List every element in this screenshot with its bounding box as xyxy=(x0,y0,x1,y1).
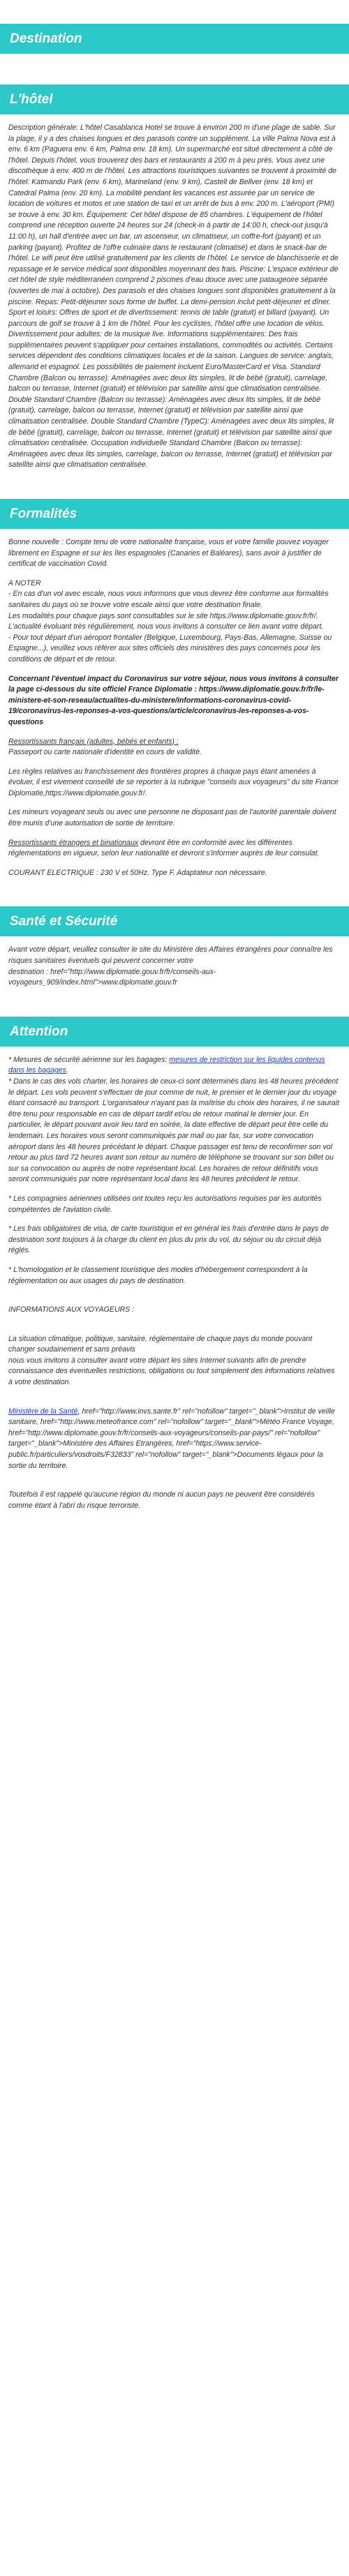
formalites-french-nationals xyxy=(8,737,341,758)
hotel-content xyxy=(0,114,349,471)
attention-useful-links xyxy=(8,1407,341,1472)
liquid-restrictions-link[interactable]: mesures de restriction sur les liquides contenus dans les bagages xyxy=(8,1055,325,1075)
formalites-note: A NOTER - En cas d'un vol avec escale, nous vous informons que vous devrez être conforme aux formalités sanitaires du pays où se trouve votre escale ainsi que votre destination finale. Les modalités pour chaque pays sont consultables sur le site https://www.diplomatie.gouv.fr/fr/. L'actualité évoluant très régulièrement, nous vous invitons à consulter ce lien avant votre départ. - Pour tout départ d'un aéroport frontalier (Belgique, Luxembourg, Pays-Bas, Allemagne, Suisse ou Espagne...), veuillez vous référer aux sites officiels des ministères des pays concernés pour les conditions de départ et de retour. xyxy=(8,578,332,664)
formalites-border-rules: Les règles relatives au franchissement des frontières propres à chaque pays étant amenées à évoluer, il est vivement conseillé de se reporter à la rubrique "conseils aux voyageurs" du site France Diplomatie,https://www.diplomatie.gouv.fr/. xyxy=(8,767,339,797)
french-nationals-text: Passeport ou carte nationale d'identité en cours de validité. xyxy=(8,748,202,757)
formalites-coronavirus-notice: Concernant l'éventuel impact du Coronavirus sur votre séjour, nous vous invitons à consulter la page ci-dessous du site officiel France Diplomatie : https://www.diplomatie.gouv.fr/fr/le-ministere-et-son-reseau/actualites-du-ministere/informations-coronavirus-covid-19/coronavirus-les-reponses-a-vos-questions/article/coronavirus-les-reponses-a-vos-questions xyxy=(8,674,339,726)
attention-traveler-info-heading: INFORMATIONS AUX VOYAGEURS : xyxy=(8,1305,135,1315)
attention-luggage xyxy=(8,1055,341,1077)
useful-links-text: , href="http://www.invs.sante.fr" rel="nofollow" target="_blank">Institut de veille sanitaire, href="http://www.meteofrance.com" rel="nofollow" target="_blank">Météo France Voyage, href="http://www.diplomatie.gouv.fr/fr/conseils-aux-voyageurs/conseils-par-pays/" rel="nofollow" target="_blank">Ministère des Affaires Etrangères, href="https://www.service-public.fr/particuliers/vosdroits/F32833" rel="nofollow" target="_blank">Documents légaux pour la sortie du territoire. xyxy=(8,1407,335,1470)
attention-accommodation-rating: * L'homologation et le classement touristique des modes d'hébergement correspondent à la réglementation ou aux usages du pays de destination. xyxy=(8,1265,308,1285)
attention-charter-flights: * Dans le cas des vols charter, les horaires de ceux-ci sont déterminés dans les 48 heures précédent le départ. Les vols peuvent s'effectuer de jour comme de nuit, le premier et le dernier jour du voyage étant consacré au transport. L'organisateur n'ayant pas la maîtrise du choix des horaires, il ne saurait être tenu pour responsable en cas de départ tardif et/ou de retour matinal le dernier jour. En particulier, le départ pouvant avoir lieu tard en soirée, la date effective de départ peut être celle du lendemain. Les horaires vous seront communiqués par mail ou par fax, sur votre convocation aéroport dans les 48 heures précédant le départ. Chaque passager est tenu de reconfirmer son vol retour au plus tard 72 heures avant son retour au numéro de téléphone se trouvant sur son billet ou sur sa convocation ou auprès de notre représentant local. Les horaires de retour définitifs vous seront communiqués par notre représentant local dans les 48 heures précédent le retour. xyxy=(8,1077,339,1184)
sante-content xyxy=(0,936,349,988)
luggage-prefix: * Mesures de sécurité aérienne sur les bagages: xyxy=(8,1055,170,1064)
attention-situation: La situation climatique, politique, sanitaire, réglementaire de chaque pays du monde pouvant changer soudainement et sans préavis nous vous invitons à consulter avant votre départ les sites Internet suivants afin de prendre connaissance des éventuelles restrictions, obligations ou tout simplement des informations relatives à votre destination. xyxy=(8,1334,335,1387)
sante-advice: Avant votre départ, veuillez consulter le site du Ministère des Affaires étrangères pour connaître les risques sanitaires éventuels qui peuvent concerner votre destination : href="http://www.diplomatie.gouv.fr/fr/conseils-aux-voyageurs_909/index.html">www.diplomatie.gouv.fr xyxy=(8,945,333,987)
attention-terror-risk: Toutefois il est rappelé qu'aucune région du monde ni aucun pays ne peuvent être considérés comme étant à l'abri du risque terroriste. xyxy=(8,1490,315,1510)
hotel-description: Description générale: L'hôtel Casablanca Hotel se trouve à environ 200 m d'une plage de sable. Sur la plage, il y a des chaises longues et des parasols contre un supplément. La ville Palma Nova est à env. 6 km (Paguera env. 6 km, Palma env. 18 km). Un supermarché est situé directement à côté de l'hôtel. Depuis l'hôtel, vous trouverez des bars et restaurants à 200 m à peu près. Vous avez une discothèque à env. 400 m de l'hôtel. Les attractions touristiques suivantes se trouvent à proximité de l'hôtel: Katmandu Park (env. 6 km), Marineland (env. 9 km), Castell de Bellver (env. 18 km) et Catedral Palma (env. 20 km). La mobilité pendant les vacances est assurée par un service de location de voitures et motos et une station de taxi et un arrêt de bus à env. 200 m. L'aéroport (PMI) se trouve à env. 30 km. Équipement: Cet hôtel dispose de 85 chambres. L'équipement de l'hôtel comprend une réception ouverte 24 heures sur 24 (check-in à partir de 14:00 h, check-out jusqu'à 11:00 h), un hall d'entrée avec un bar, un ascenseur, un climatiseur, un coffre-fort (payant) et un parking (payant). Profitez de l'offre culinaire dans le restaurant (climatisé) et dans le snack-bar de l'hôtel. Le wifi peut être utilisé gratuitement par les clients de l'hôtel. Le service de blanchisserie et de repassage et le service médical sont disponibles moyennant des frais. Piscine: L'espace extérieur de cet hôtel de style méditerranéen comprend 2 piscines d'eau douce avec une pataugeoire séparée (ouvertes de mai à octobre). Des parasols et des chaises longues sont disponibles gratuitement à la piscine. Repas: Petit-déjeuner sous forme de buffet. La demi-pension inclut petit-déjeuner et dîner. Sport et loisirs: Offres de sport et de divertissement: tennis de table (gratuit) et billard (payant). Un parcours de golf se trouve à 1 km de l'hôtel. Pour les cyclistes, l'hôtel offre une location de vélos. Divertissement pour adultes: de la musique live. Informations supplémentaires: Des frais supplémentaires peuvent s'appliquer pour certaines installations, commodités ou activités. Certains services dépendent des conditions climatiques locales et de la saison. Langues de service: anglais, allemand et espagnol. Les possibilités de paiement incluent Euro/MasterCard et Visa. Standard Chambre (Balcon ou terrasse): Aménagées avec deux lits simples, lit de bébé (gratuit), carrelage, balcon ou terrasse, Internet (gratuit) et télévision par satellite ainsi que climatisation centralisée. Double Standard Chambre (Balcon ou terrasse): Aménagées avec deux lits simples, lit de bébé (gratuit), carrelage, balcon ou terrasse, Internet (gratuit) et télévision par satellite ainsi que climatisation centralisée. Double Standard Chambre (TypeC): Aménagées avec deux lits simples, lit de bébé (gratuit), carrelage, balcon ou terrasse, Internet (gratuit) et télévision par satellite ainsi que climatisation centralisée. Occupation individuelle Standard Chambre (Balcon ou terrasse): Aménagées avec deux lits simples, carrelage, balcon ou terrasse, Internet (gratuit) et télévision par satellite ainsi que climatisation centralisée. xyxy=(8,123,339,470)
ministere-sante-link[interactable]: Ministère de la Santé xyxy=(8,1407,78,1416)
formalites-foreign-nationals xyxy=(8,838,341,860)
section-title-destination: Destination xyxy=(0,24,349,54)
foreign-nationals-label: Ressortissants étrangers et binationaux xyxy=(8,838,139,847)
section-title-formalites: Formalités xyxy=(0,499,349,529)
attention-airlines: * Les compagnies aériennes utilisées ont toutes reçu les autorisations requises par les autorités compétentes de l'aviation civile. xyxy=(8,1194,322,1214)
formalites-minors: Les mineurs voyageant seuls ou avec une personne ne disposant pas de l'autorité parentale doivent être munis d'une autorisation de sortie de territoire. xyxy=(8,808,336,828)
french-nationals-label: Ressortissants français (adultes, bébés et enfants) : xyxy=(8,737,179,746)
section-title-attention: Attention xyxy=(0,1017,349,1047)
attention-content xyxy=(0,1047,349,1512)
attention-visa-fees: * Les frais obligatoires de visa, de carte touristique et en général les frais d'entrée dans le pays de destination sont toujours à la charge du client en plus du prix du vol, du séjour ou du circuit déjà réglés. xyxy=(8,1225,329,1255)
formalites-content xyxy=(0,529,349,878)
section-title-hotel: L'hôtel xyxy=(0,84,349,114)
formalites-electric-current: COURANT ELECTRIQUE : 230 V et 50Hz. Type F. Adaptateur non nécessaire. xyxy=(8,868,267,877)
formalites-good-news: Bonne nouvelle : Compte tenu de votre nationalité française, vous et votre famille pouvez voyager librement en Espagne et sur les îles espagnoles (Canaries et Baléares), sans avoir à justifier de certificat de vaccination Covid. xyxy=(8,538,329,569)
foreign-nationals-text: devront être en conformité avec les différentes réglementations en vigueur, selon leur nationalité et devront s'informer auprès de leur consulat. xyxy=(8,838,320,858)
luggage-suffix: . xyxy=(66,1066,69,1075)
section-title-sante: Santé et Sécurité xyxy=(0,906,349,936)
